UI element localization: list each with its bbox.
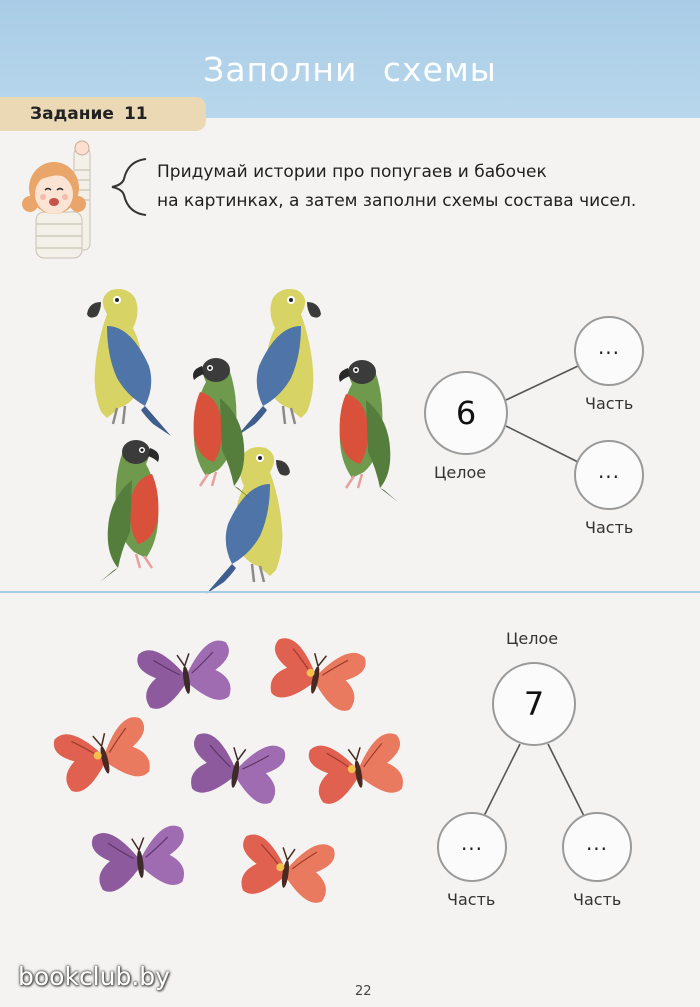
butterfly-purple-2: [186, 732, 287, 806]
page-title: Заполни схемы: [203, 50, 497, 89]
task-label: Задание: [30, 104, 114, 124]
scheme1-whole-label: Целое: [434, 463, 487, 482]
instruction-line-1: Придумай истории про попугаев и бабочек: [157, 162, 547, 182]
scheme1-whole-circle: [424, 371, 508, 455]
scheme2-part1-circle: [437, 812, 507, 882]
scheme2-part2-label: Часть: [573, 890, 622, 909]
parrot-conure-3: [100, 440, 159, 582]
butterfly-red-2: [52, 715, 156, 795]
butterfly-purple-1: [136, 639, 236, 711]
page-number: 22: [355, 984, 372, 999]
scheme2-connector-left: [484, 744, 520, 816]
scheme2-part2-value: ...: [585, 831, 609, 855]
scheme1-connector-bottom: [506, 426, 578, 462]
scheme1-part1-label: Часть: [585, 394, 634, 413]
parrot-conure-2: [339, 360, 398, 502]
parrot-macaw-2: [237, 289, 321, 436]
scheme2-whole-value: 7: [523, 685, 545, 723]
scheme2-part1-value: ...: [460, 831, 484, 855]
task-number: 11: [123, 104, 148, 124]
instruction-line-2: на картинках, а затем заполни схемы состава чисел.: [157, 191, 637, 211]
scheme1-part2-circle: [574, 440, 644, 510]
scheme2-part1-label: Часть: [447, 890, 496, 909]
bookclub-watermark: bookclub.by: [18, 962, 170, 991]
butterfly-red-1: [265, 636, 368, 713]
butterfly-red-4: [236, 833, 336, 905]
scheme2-whole-circle: [492, 662, 576, 746]
scheme1-whole-value: 6: [455, 394, 477, 432]
scheme1-part1-value: ...: [597, 335, 621, 359]
parrot-macaw-1: [87, 289, 171, 436]
scheme1-connector-top: [506, 366, 578, 400]
butterfly-red-3: [307, 732, 408, 806]
scheme1-part1-circle: [574, 316, 644, 386]
scheme1-part2-label: Часть: [585, 518, 634, 537]
section-divider: [0, 591, 700, 593]
butterfly-purple-3: [91, 825, 189, 894]
scheme2-connector-right: [548, 744, 584, 816]
scheme2-whole-label: Целое: [506, 629, 559, 648]
scheme1-part2-value: ...: [597, 459, 621, 483]
scheme2-part2-circle: [562, 812, 632, 882]
